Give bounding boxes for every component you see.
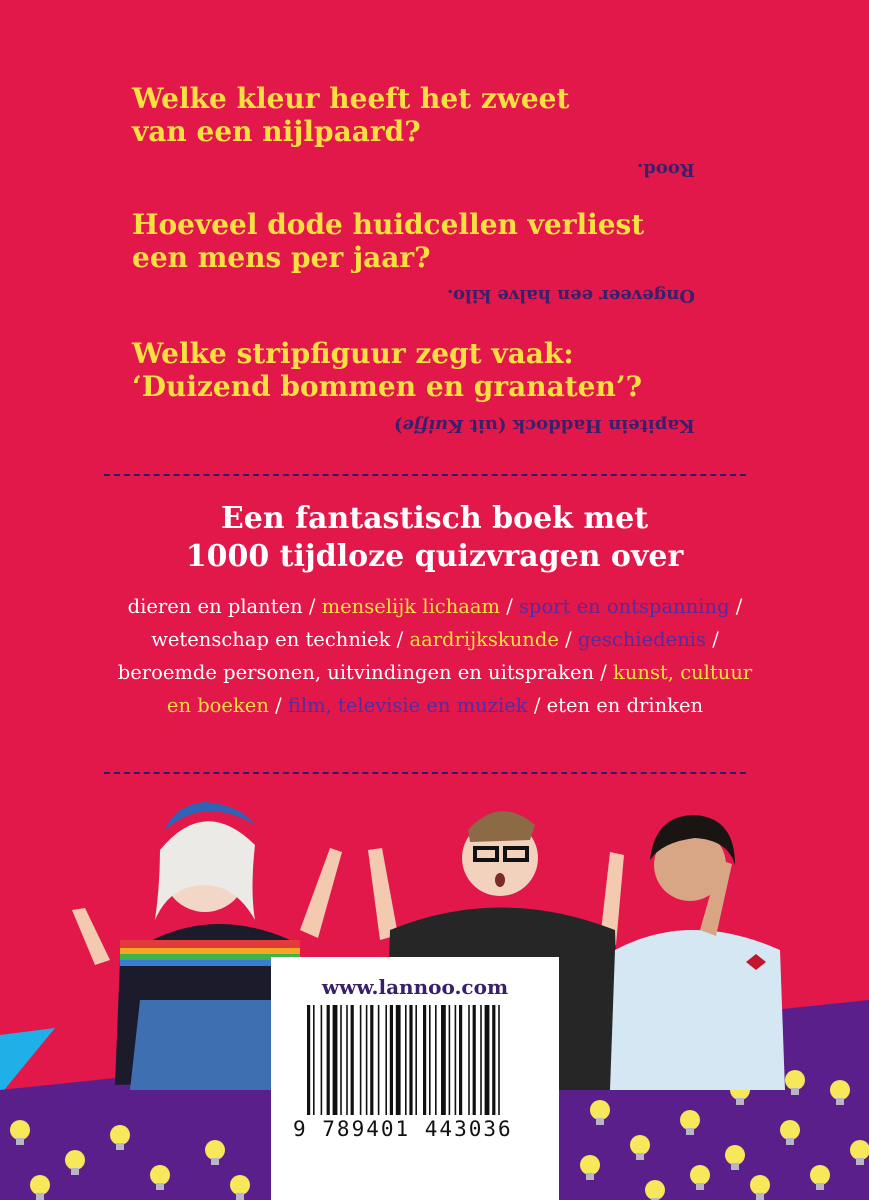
topic-separator: / (712, 628, 719, 651)
isbn-number: 9 789401 443036 (293, 1117, 513, 1141)
quiz-question-1: Welke kleur heeft het zweet van een nijlpaard? (132, 82, 570, 148)
barcode-icon (307, 1005, 523, 1115)
topic-separator: / (565, 628, 572, 651)
topic-separator: / (735, 595, 743, 618)
topic-separator: / (600, 661, 607, 684)
headline-line-1: Een fantastisch boek met (220, 501, 649, 536)
topic-separator: / (506, 595, 513, 618)
topic: dieren en planten (127, 595, 303, 618)
topic: eten en drinken (546, 694, 704, 717)
topic-separator: / (275, 694, 282, 717)
topic: menselijk lichaam (321, 595, 501, 618)
topic: geschiedenis (577, 628, 707, 651)
topic-separator: / (308, 595, 316, 618)
barcode-panel (271, 957, 559, 1200)
topic: wetenschap en techniek (151, 628, 391, 651)
quiz-question-3: Welke stripfiguur zegt vaak: ‘Duizend bommen en granaten’? (132, 337, 643, 403)
headline-line-2: 1000 tijdloze quizvragen over (185, 539, 684, 574)
topic: sport en ontspanning (519, 595, 730, 618)
topic: kunst, cultuur en boeken (166, 661, 753, 717)
topic: aardrijkskunde (409, 628, 559, 651)
topic-separator: / (533, 694, 541, 717)
topic: beroemde personen, uitvindingen en uitspraken (117, 661, 595, 684)
topic-separator: / (396, 628, 404, 651)
publisher-url[interactable]: www.lannoo.com (321, 975, 509, 999)
headline (60, 500, 809, 576)
topic-list (110, 590, 760, 722)
divider-top (104, 474, 746, 476)
quiz-question-2: Hoeveel dode huidcellen verliest een mens per jaar? (132, 208, 645, 274)
presenter-right (610, 815, 785, 1090)
quiz-answer-1: Rood. (637, 159, 695, 180)
cyan-shape (0, 1028, 55, 1095)
divider-bottom (104, 772, 746, 774)
quiz-answer-3: Kapitein Haddock (uit Kuifje) (394, 415, 695, 436)
topic: film, televisie en muziek (287, 694, 528, 717)
quiz-answer-2: Ongeveer een halve kilo. (446, 285, 695, 306)
